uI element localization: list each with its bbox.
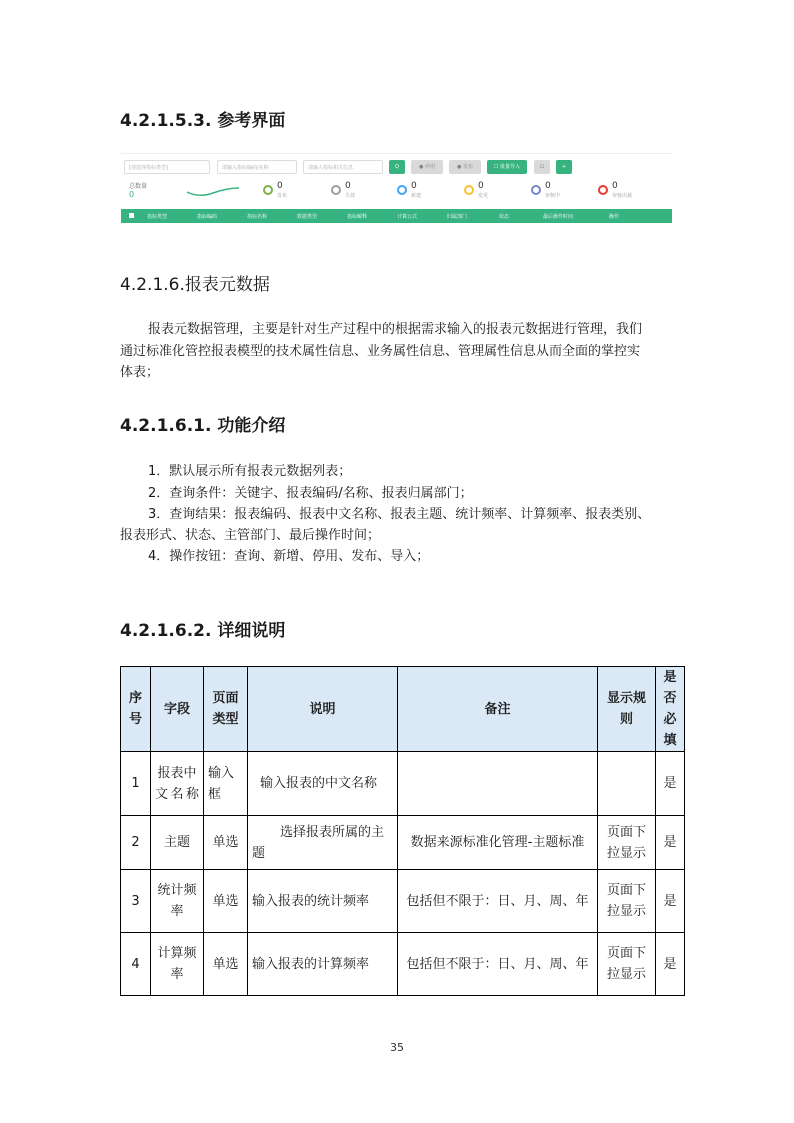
column-header: 指标类型 — [147, 214, 168, 220]
status-ring-icon — [397, 185, 407, 195]
cell-required: 是 — [656, 816, 685, 870]
stat-value: 0 — [478, 181, 484, 191]
cell-note — [398, 752, 598, 816]
cell-field: 报表中文名称 — [151, 752, 204, 816]
header-required: 是否必填 — [656, 667, 685, 752]
delete-button[interactable]: ⊡ — [534, 160, 550, 174]
header-display-rule: 显示规则 — [598, 667, 656, 752]
cell-field: 主题 — [151, 816, 204, 870]
stat-value: 0 — [612, 181, 618, 191]
cell-page-type: 单选 — [204, 933, 248, 996]
column-header: 指标编码 — [197, 214, 218, 220]
stat-label: 新建 — [411, 193, 422, 199]
cell-display-rule — [598, 752, 656, 816]
page-number: 35 — [390, 1041, 404, 1054]
disable-button[interactable]: ● 停用 — [411, 160, 443, 174]
table-row — [121, 933, 685, 996]
trend-sparkline — [185, 184, 241, 198]
table-header-row — [121, 667, 685, 752]
column-header: 指标解释 — [347, 214, 368, 220]
stat-value: 0 — [277, 181, 283, 191]
field-spec-table — [120, 666, 685, 996]
cell-display-rule: 页面下拉显示 — [598, 870, 656, 933]
publish-button[interactable]: ● 发布 — [449, 160, 481, 174]
cell-desc: 输入报表的中文名称 — [248, 752, 398, 816]
table-row — [121, 870, 685, 933]
table-row — [121, 816, 685, 870]
header-field: 字段 — [151, 667, 204, 752]
header-desc: 说明 — [248, 667, 398, 752]
stat-label: 变更 — [478, 193, 489, 199]
intro-paragraph-line-2: 通过标准化管控报表模型的技术属性信息、业务属性信息、管理属性信息从而全面的掌控实 — [120, 344, 641, 359]
cell-desc: 输入报表的计算频率 — [248, 933, 398, 996]
stat-label: 审核决裁 — [612, 193, 633, 199]
section-heading-4-2-1-6: 4.2.1.6.报表元数据 — [120, 275, 270, 295]
feature-item-2: 2．查询条件：关键字、报表编码/名称、报表归属部门； — [148, 486, 473, 501]
indicator-type-select[interactable]: [请选择指标类型] — [124, 160, 210, 174]
cell-note: 包括但不限于：日、月、周、年 — [398, 870, 598, 933]
status-ring-icon — [598, 185, 608, 195]
select-all-checkbox[interactable] — [129, 213, 134, 218]
column-header: 状态 — [499, 214, 510, 220]
cell-required: 是 — [656, 752, 685, 816]
intro-paragraph-line-3: 体表； — [120, 365, 160, 380]
indicator-info-input[interactable]: 请输入指标相关信息 — [303, 160, 383, 174]
column-header: 操作 — [609, 214, 620, 220]
feature-item-3-line-2: 报表形式、状态、主管部门、最后操作时间； — [120, 528, 381, 543]
feature-item-1: 1．默认展示所有报表元数据列表； — [148, 464, 352, 479]
stat-label: 发布 — [277, 193, 288, 199]
stat-value: 0 — [545, 181, 551, 191]
intro-paragraph-line-1: 报表元数据管理，主要是针对生产过程中的根据需求输入的报表元数据进行管理，我们 — [148, 322, 643, 337]
header-page-type: 页面类型 — [204, 667, 248, 752]
cell-page-type: 单选 — [204, 816, 248, 870]
header-seq: 序号 — [121, 667, 151, 752]
header-note: 备注 — [398, 667, 598, 752]
table-row — [121, 752, 685, 816]
cell-seq: 1 — [121, 752, 151, 816]
cell-required: 是 — [656, 870, 685, 933]
cell-display-rule: 页面下拉显示 — [598, 933, 656, 996]
stat-value: 0 — [411, 181, 417, 191]
column-header: 指标名称 — [247, 214, 268, 220]
stat-label: 失效 — [345, 193, 356, 199]
cell-page-type: 单选 — [204, 870, 248, 933]
cell-seq: 2 — [121, 816, 151, 870]
stat-label: 审核中 — [545, 193, 561, 199]
cell-field: 计算频率 — [151, 933, 204, 996]
indicator-code-input[interactable]: 请输入指标编码/名称 — [217, 160, 297, 174]
cell-display-rule: 页面下拉显示 — [598, 816, 656, 870]
section-heading-4-2-1-6-1: 4.2.1.6.1. 功能介绍 — [120, 416, 286, 436]
cell-seq: 4 — [121, 933, 151, 996]
column-header: 最后操作时间 — [543, 214, 574, 220]
add-button[interactable]: + — [556, 160, 572, 174]
reference-ui-screenshot — [121, 153, 672, 225]
search-button[interactable]: Q — [389, 160, 405, 174]
feature-item-3-line-1: 3．查询结果：报表编码、报表中文名称、报表主题、统计频率、计算频率、报表类别、 — [148, 507, 651, 522]
cell-note: 数据来源标准化管理-主题标准 — [398, 816, 598, 870]
total-count-label: 总数量 — [129, 183, 148, 190]
column-header: 计算公式 — [397, 214, 418, 220]
status-ring-icon — [263, 185, 273, 195]
cell-desc: 输入报表的统计频率 — [248, 870, 398, 933]
column-header: 归属部门 — [447, 214, 468, 220]
section-heading-4-2-1-6-2: 4.2.1.6.2. 详细说明 — [120, 621, 286, 641]
section-heading-4-2-1-5-3: 4.2.1.5.3. 参考界面 — [120, 111, 286, 131]
status-ring-icon — [331, 185, 341, 195]
status-ring-icon — [531, 185, 541, 195]
column-header: 数据类型 — [297, 214, 318, 220]
cell-desc: 选择报表所属的主题 — [248, 816, 398, 870]
list-table-header — [121, 209, 672, 223]
batch-import-button[interactable]: ☐ 批量导入 — [487, 160, 527, 174]
total-count-value: 0 — [129, 190, 135, 199]
status-ring-icon — [464, 185, 474, 195]
cell-note: 包括但不限于：日、月、周、年 — [398, 933, 598, 996]
cell-field: 统计频率 — [151, 870, 204, 933]
cell-required: 是 — [656, 933, 685, 996]
cell-seq: 3 — [121, 870, 151, 933]
stat-value: 0 — [345, 181, 351, 191]
cell-page-type: 输入框 — [204, 752, 248, 816]
feature-item-4: 4．操作按钮：查询、新增、停用、发布、导入； — [148, 549, 430, 564]
